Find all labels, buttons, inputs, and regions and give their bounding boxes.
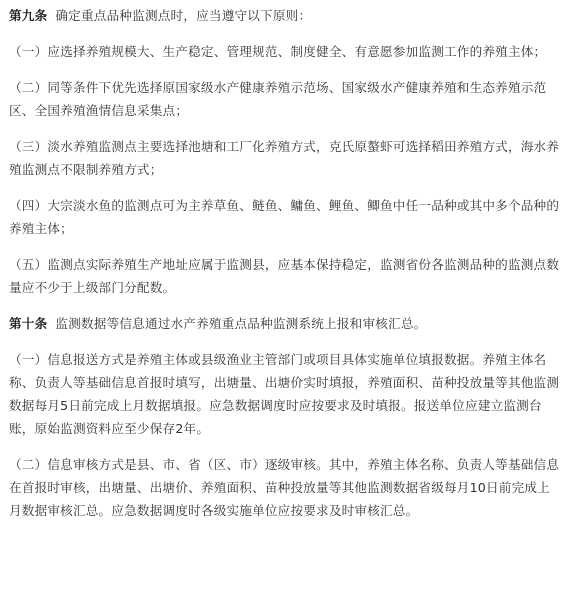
article-9-item-2: （二）同等条件下优先选择原国家级水产健康养殖示范场、国家级水产健康养殖和生态养殖示范区、全国养殖渔情信息采集点； bbox=[9, 80, 547, 118]
article-9-item-4: （四）大宗淡水鱼的监测点可为主养草鱼、鲢鱼、鳙鱼、鲤鱼、鲫鱼中任一品种或其中多个品种的养殖主体； bbox=[9, 198, 560, 236]
article-10-item-2: （二）信息审核方式是县、市、省（区、市）逐级审核。其中，养殖主体名称、负责人等基础信息在首报时审核，出塘量、出塘价、养殖面积、苗种投放量等其他监测数据省级每月10日前完成上月数据审核汇总。应急数据调度时各级实施单位应按要求及时审核汇总。 bbox=[9, 457, 560, 518]
article-9-item-3: （三）淡水养殖监测点主要选择池塘和工厂化养殖方式，克氏原螯虾可选择稻田养殖方式，海水养殖监测点不限制养殖方式； bbox=[9, 139, 560, 177]
article-9-item-1: （一）应选择养殖规模大、生产稳定、管理规范、制度健全、有意愿参加监测工作的养殖主体； bbox=[9, 44, 547, 59]
article-10-heading bbox=[9, 312, 560, 335]
article-10-number: 第十条 bbox=[9, 316, 48, 331]
article-9-intro: 确定重点品种监测点时，应当遵守以下原则： bbox=[55, 8, 312, 23]
article-10-intro: 监测数据等信息通过水产养殖重点品种监测系统上报和审核汇总。 bbox=[55, 316, 427, 331]
article-10-item-1: （一）信息报送方式是养殖主体或县级渔业主管部门或项目具体实施单位填报数据。养殖主体名称、负责人等基础信息首报时填写，出塘量、出塘价实时填报，养殖面积、苗种投放量等其他监测数据每月5日前完成上月数据填报。应急数据调度时应按要求及时填报。报送单位应建立监测台账，原始监测资料应至少保存2年。 bbox=[9, 352, 560, 436]
article-9-item-5: （五）监测点实际养殖生产地址应属于监测县，应基本保持稳定，监测省份各监测品种的监测点数量应不少于上级部门分配数。 bbox=[9, 257, 560, 295]
article-9-number: 第九条 bbox=[9, 8, 48, 23]
article-9-heading bbox=[9, 4, 560, 27]
